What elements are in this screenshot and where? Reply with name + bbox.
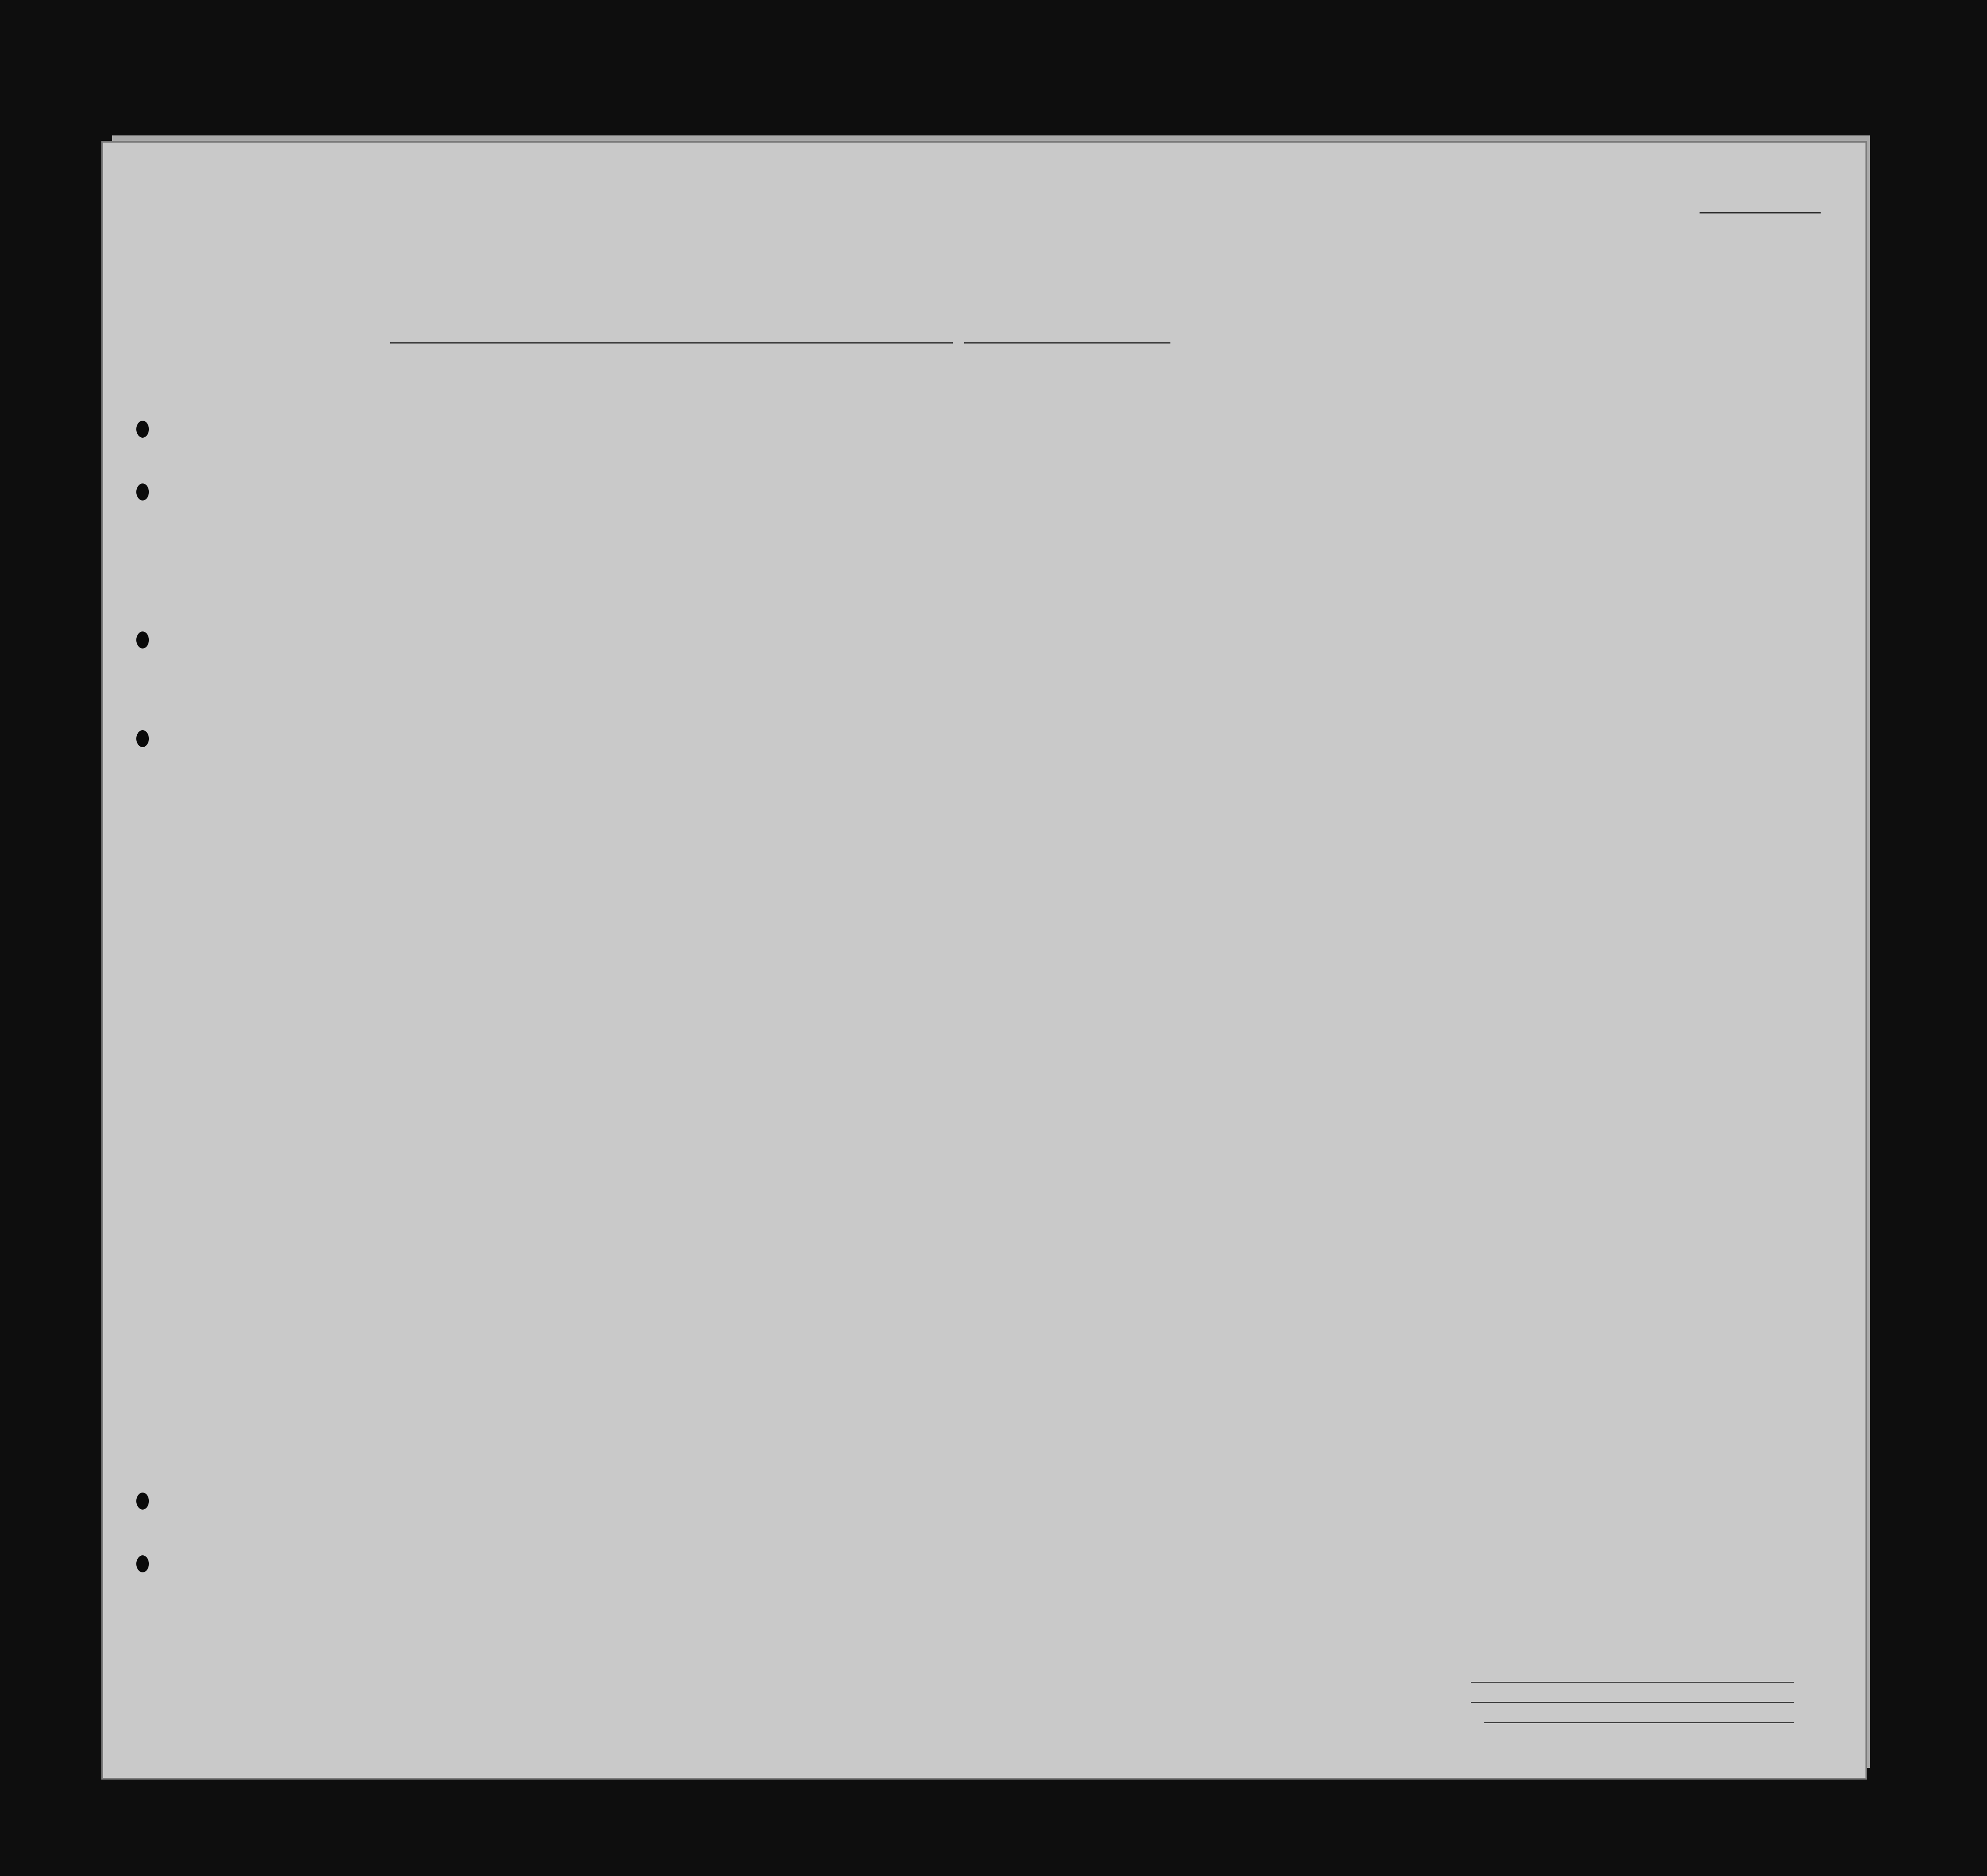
agents-underline: [1484, 1722, 1794, 1723]
line-underline: [1471, 1682, 1794, 1683]
manifest-sheet: [103, 143, 1865, 1778]
owners-underline: [1471, 1702, 1794, 1703]
manifest-grid: [103, 143, 1865, 1778]
